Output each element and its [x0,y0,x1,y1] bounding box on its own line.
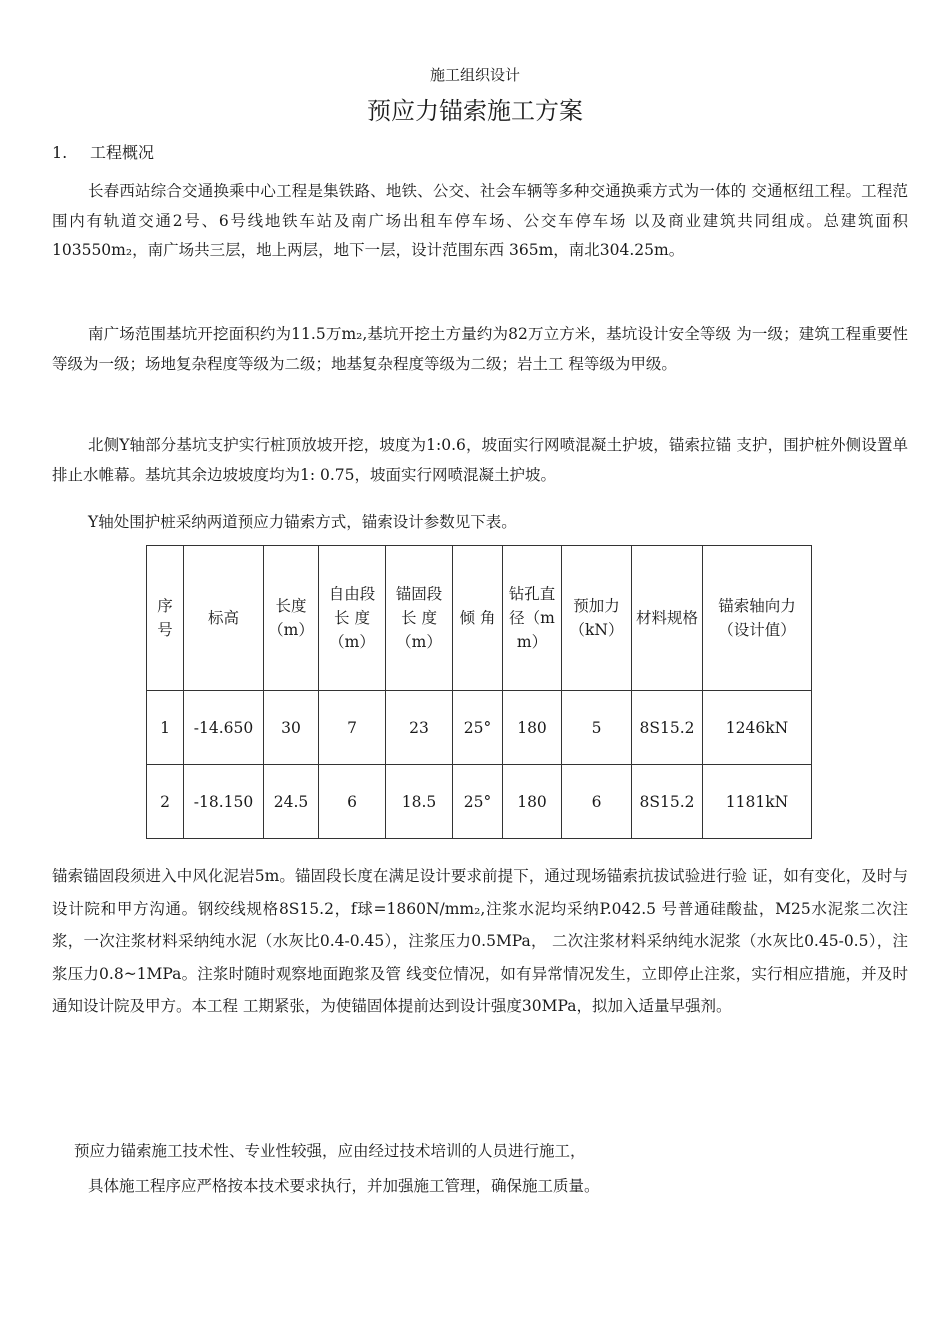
header-cell: 序号 [147,546,184,691]
table-cell: 5 [562,691,632,765]
table-header-row [147,546,812,691]
table-cell: 180 [503,691,562,765]
table-cell: 1246kN [703,691,812,765]
table-cell: 18.5 [386,765,453,839]
paragraph-excavation-area: 南广场范围基坑开挖面积约为11.5万m₂,基坑开挖土方量约为82万立方米，基坑设计安全等级 为一级；建筑工程重要性等级为一级；场地复杂程度等级为二级；地基复杂程度等级为二级；岩土工 程等级为甲级。 [52,325,908,373]
header-cell: 倾 角 [453,546,503,691]
document-subtitle: 施工组织设计 [429,66,520,84]
table-cell: 6 [562,765,632,839]
header-cell: 材料规格 [632,546,703,691]
table-cell: 6 [319,765,386,839]
table-row [147,765,812,839]
table-cell: 8S15.2 [632,691,703,765]
paragraph-technical-note: 预应力锚索施工技术性、专业性较强，应由经过技术培训的人员进行施工， [74,1142,586,1160]
header-cell: 自由段长 度（m） [319,546,386,691]
document-title: 预应力锚索施工方案 [367,97,583,125]
header-cell: 标高 [184,546,264,691]
table-cell: 1 [147,691,184,765]
header-cell: 锚固段长 度（m） [386,546,453,691]
section-title: 工程概况 [90,143,155,162]
table-cell: 8S15.2 [632,765,703,839]
paragraph-table-intro: Y轴处围护桩采纳两道预应力锚索方式，锚索设计参数见下表。 [88,513,517,531]
paragraph-procedure-note: 具体施工程序应严格按本技术要求执行，并加强施工管理，确保施工质量。 [88,1177,600,1195]
table-cell: -18.150 [184,765,264,839]
paragraph-anchor-requirements: 锚索锚固段须进入中风化泥岩5m。锚固段长度在满足设计要求前提下，通过现场锚索抗拔试验进行验 证，如有变化，及时与设计院和甲方沟通。钢绞线规格8S15.2，f球=1860N/mm₂,注浆水泥均采纳P.042.5 号普通硅酸盐，M25水泥浆二次注浆，一次注浆材料采纳纯水泥（水灰比0.4-0.45），注浆压力0.5MPa， 二次注浆材料采纳纯水泥浆（水灰比0.45-0.5），注浆压力0.8~1MPa。注浆时随时观察地面跑浆及管 线变位情况，如有异常情况发生，立即停止注浆，实行相应措施，并及时通知设计院及甲方。本工程 工期紧张，为使锚固体提前达到设计强度30MPa，拟加入适量早强剂。 [52,867,908,1015]
table-cell: 23 [386,691,453,765]
table-cell: 180 [503,765,562,839]
header-cell: 长度（m） [264,546,319,691]
table-cell: 25° [453,765,503,839]
header-cell: 预加力（kN） [562,546,632,691]
table-cell: 1181kN [703,765,812,839]
section-heading [52,141,154,165]
table-cell: 7 [319,691,386,765]
header-cell: 钻孔直径（mm） [503,546,562,691]
paragraph-project-overview: 长春西站综合交通换乘中心工程是集铁路、地铁、公交、社会车辆等多种交通换乘方式为一体的 交通枢纽工程。工程范围内有轨道交通2号、6号线地铁车站及南广场出租车停车场、公交车停车场 以及商业建筑共同组成。总建筑面积103550m₂，南广场共三层，地上两层，地下一层，设计范围东西 365m，南北304.25m。 [52,182,908,259]
table-cell: 25° [453,691,503,765]
section-number: 1. [52,143,68,162]
table-cell: 30 [264,691,319,765]
paragraph-north-slope: 北侧Y轴部分基坑支护实行桩顶放坡开挖，坡度为1:0.6，坡面实行网喷混凝土护坡，锚索拉锚 支护，围护桩外侧设置单排止水帷幕。基坑其余边坡坡度均为1: 0.75，坡面实行网喷混凝土护坡。 [52,436,908,484]
header-cell: 锚索轴向力（设计值） [703,546,812,691]
table-cell: 2 [147,765,184,839]
table-cell: -14.650 [184,691,264,765]
anchor-parameter-table [146,545,812,839]
table-cell: 24.5 [264,765,319,839]
table-row [147,691,812,765]
